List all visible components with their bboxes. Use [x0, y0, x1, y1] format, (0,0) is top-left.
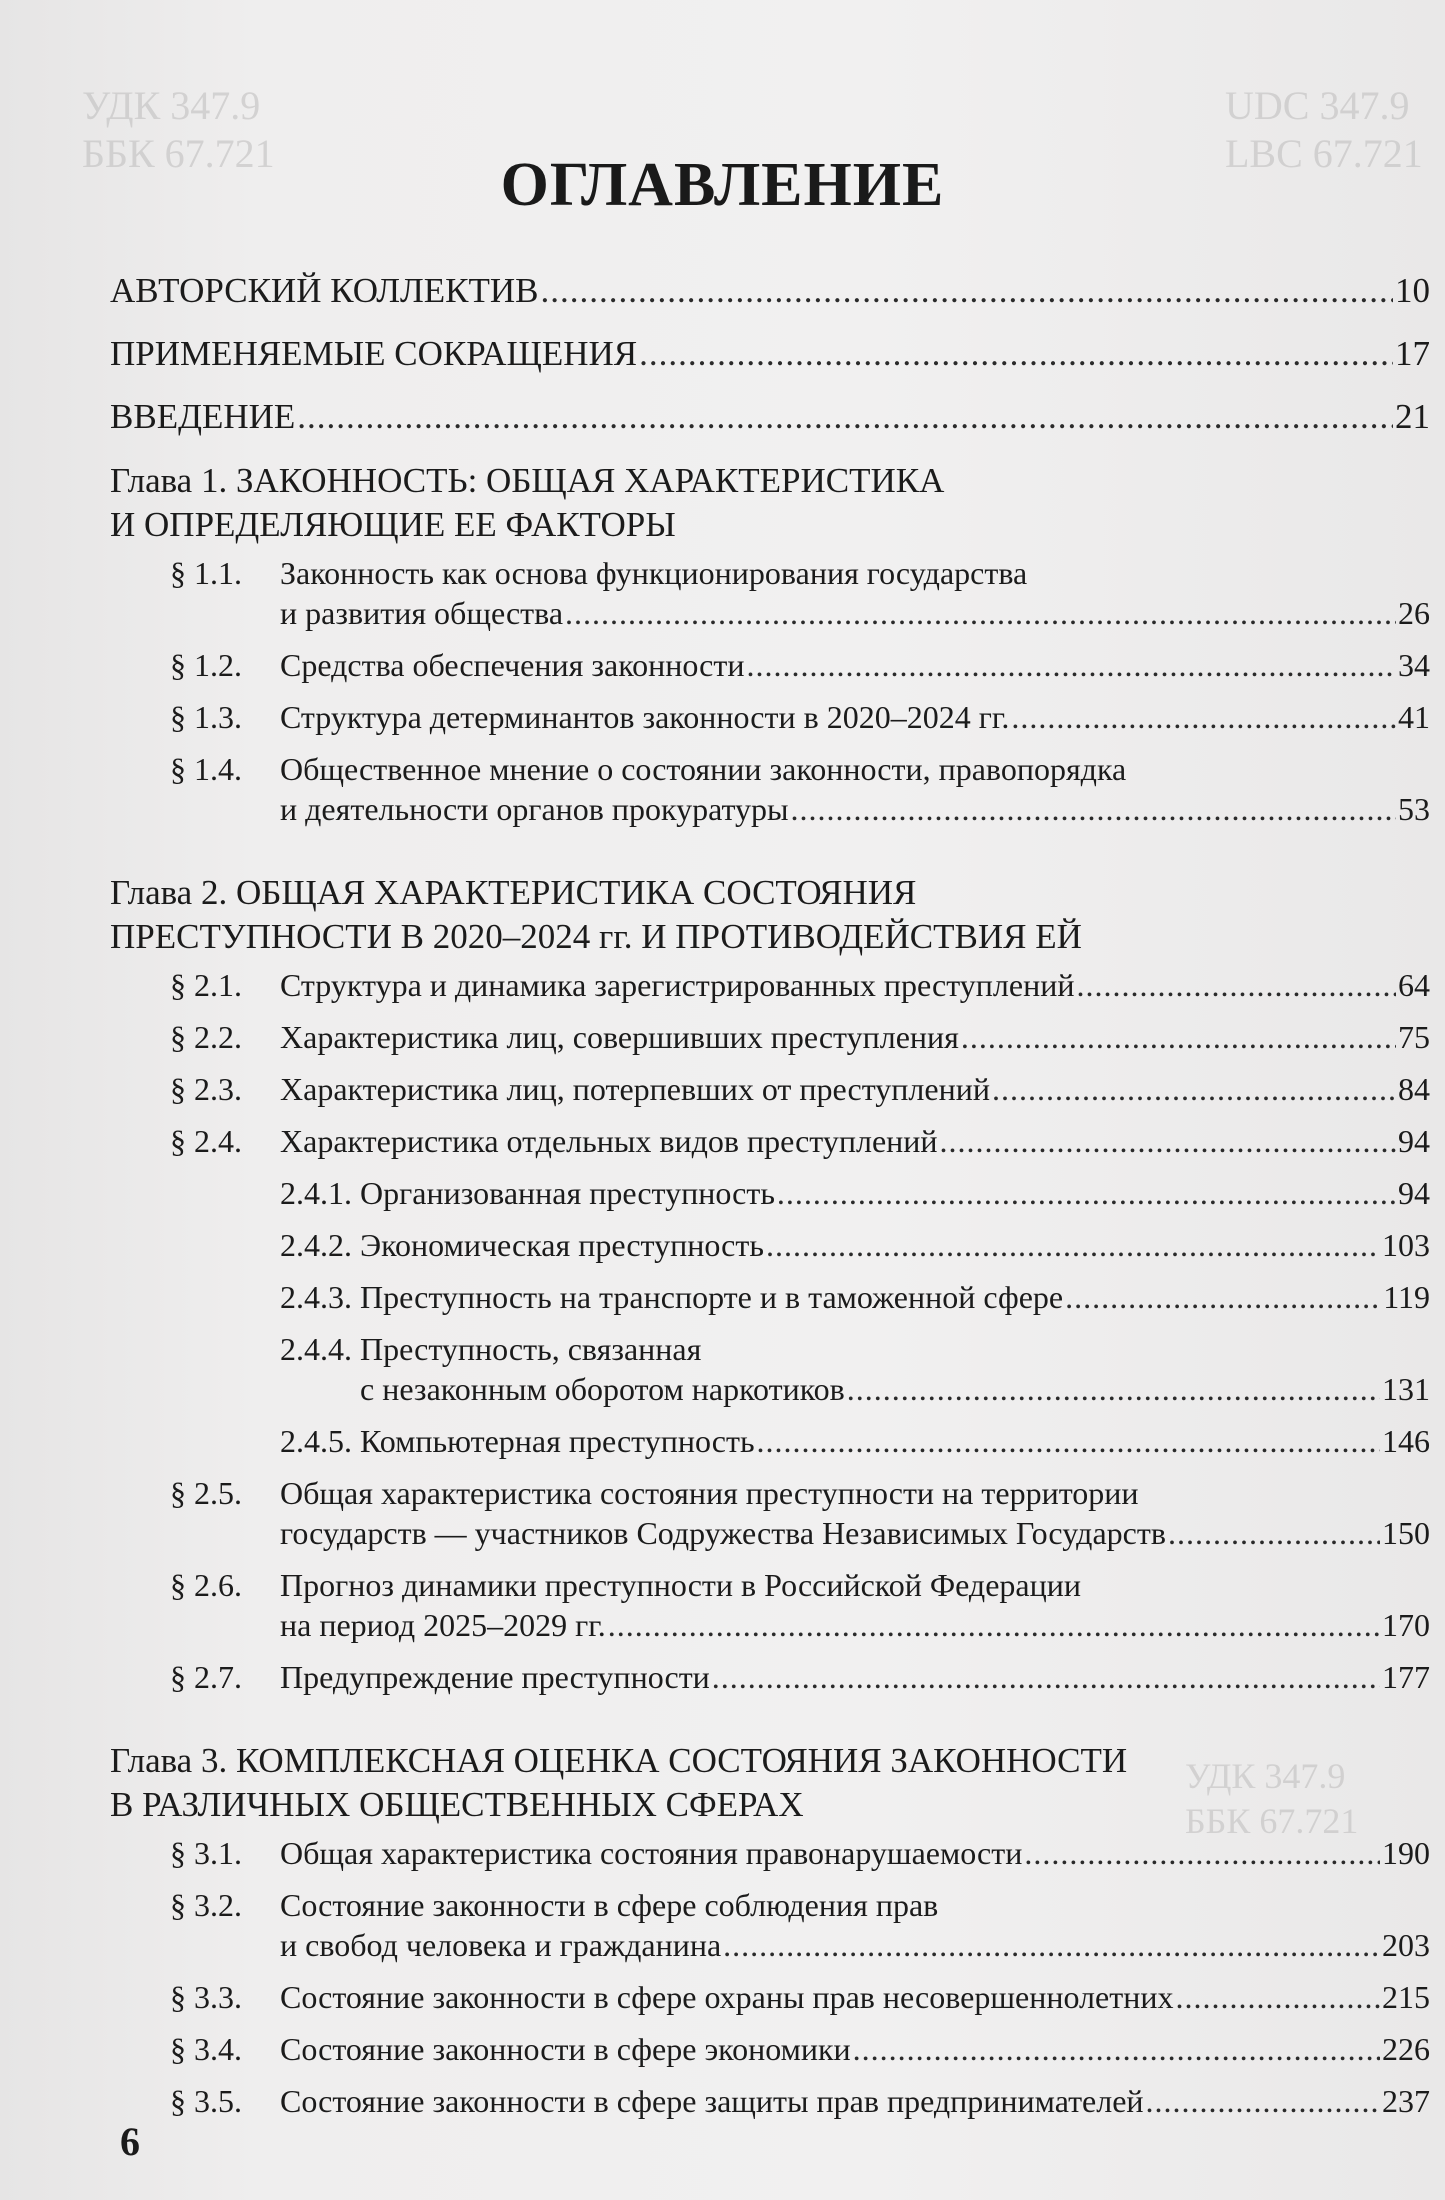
bleed-through-text: UDC 347.9 [1225, 83, 1410, 128]
section-number: § 2.6. [170, 1567, 242, 1603]
section-title-line: и свобод человека и гражданина [280, 1927, 722, 1963]
section-number: § 1.3. [170, 699, 242, 735]
subsection-title-line: 2.4.5. Компьютерная преступность [280, 1423, 755, 1459]
section-title-line: Характеристика отдельных видов преступлений [280, 1123, 938, 1159]
dot-leader [1024, 1833, 1380, 1873]
toc-page-number: 170 [1382, 1607, 1430, 1643]
toc-section[interactable] [110, 1885, 1430, 1965]
chapter-title-line: ПРЕСТУПНОСТИ В 2020–2024 гг. И ПРОТИВОДЕЙСТВИЯ ЕЙ [110, 917, 1082, 956]
dot-leader [639, 333, 1393, 375]
toc-page-number: 190 [1382, 1835, 1430, 1871]
bleed-through-text: ББК 67.721 [1185, 1801, 1359, 1841]
toc-section[interactable] [110, 1657, 1430, 1697]
section-title-line: и развития общества [280, 595, 564, 631]
toc-section[interactable] [110, 553, 1430, 633]
section-title-line: Характеристика лиц, потерпевших от преступлений [280, 1071, 990, 1107]
toc-entry-title: ВВЕДЕНИЕ [110, 397, 296, 436]
toc-section[interactable] [110, 1069, 1430, 1109]
dot-leader [961, 1017, 1396, 1057]
subsection-title-line: 2.4.4. Преступность, связанная [280, 1331, 702, 1367]
chapter-title-line: И ОПРЕДЕЛЯЮЩИЕ ЕЕ ФАКТОРЫ [110, 505, 676, 544]
toc-section[interactable] [110, 749, 1430, 829]
toc-page-number: 226 [1382, 2031, 1430, 2067]
dot-leader [1146, 2081, 1380, 2121]
dot-leader [766, 1225, 1380, 1265]
toc-section[interactable] [110, 2081, 1430, 2121]
toc-page-number: 94 [1398, 1175, 1430, 1211]
toc-section[interactable] [110, 1833, 1430, 1873]
chapter-title-line: Глава 2. ОБЩАЯ ХАРАКТЕРИСТИКА СОСТОЯНИЯ [110, 873, 917, 912]
section-title-line: Состояние законности в сфере охраны прав несовершеннолетних [280, 1979, 1174, 2015]
toc-page-number: 150 [1382, 1515, 1430, 1551]
toc-page-number: 26 [1398, 595, 1430, 631]
section-number: § 3.1. [170, 1835, 242, 1871]
bleed-through-text: УДК 347.9 [1185, 1756, 1346, 1796]
dot-leader [791, 789, 1396, 829]
chapter-heading[interactable] [110, 1739, 1430, 1827]
chapter-heading[interactable] [110, 871, 1430, 959]
toc-section[interactable] [110, 1017, 1430, 1057]
dot-leader [565, 593, 1396, 633]
toc-page-number: 131 [1382, 1371, 1430, 1407]
subsection-title-line: 2.4.2. Экономическая преступность [280, 1227, 764, 1263]
section-title-line: Структура детерминантов законности в 2020–2024 гг. [280, 699, 1010, 735]
toc-page-number: 203 [1382, 1927, 1430, 1963]
chapter-heading[interactable] [110, 459, 1430, 547]
section-number: § 2.4. [170, 1123, 242, 1159]
dot-leader [1065, 1277, 1381, 1317]
section-number: § 3.3. [170, 1979, 242, 2015]
section-number: § 3.4. [170, 2031, 242, 2067]
toc-section[interactable] [110, 965, 1430, 1005]
dot-leader [1011, 697, 1396, 737]
toc-page-number: 21 [1395, 397, 1430, 436]
dot-leader [847, 1369, 1380, 1409]
dot-leader [712, 1657, 1380, 1697]
toc-subsection[interactable] [280, 1173, 1430, 1213]
dot-leader [723, 1925, 1380, 1965]
dot-leader [297, 396, 1393, 438]
section-title-line: Общая характеристика состояния правонарушаемости [280, 1835, 1023, 1871]
toc-page-number: 146 [1382, 1423, 1430, 1459]
toc-page-number: 41 [1398, 699, 1430, 735]
section-number: § 2.3. [170, 1071, 242, 1107]
chapter-title-line: Глава 1. ЗАКОННОСТЬ: ОБЩАЯ ХАРАКТЕРИСТИКА [110, 461, 945, 500]
toc-page-number: 75 [1398, 1019, 1430, 1055]
toc-page-number: 119 [1383, 1279, 1430, 1315]
dot-leader [757, 1421, 1380, 1461]
toc-section[interactable] [110, 1473, 1430, 1553]
section-number: § 1.1. [170, 555, 242, 591]
dot-leader [853, 2029, 1380, 2069]
dot-leader [746, 645, 1396, 685]
toc-page-number: 215 [1382, 1979, 1430, 2015]
section-title-line: Состояние законности в сфере соблюдения прав [280, 1887, 939, 1923]
section-number: § 2.1. [170, 967, 242, 1003]
toc-page-number: 103 [1382, 1227, 1430, 1263]
dot-leader [540, 270, 1393, 312]
toc-subsection[interactable] [280, 1421, 1430, 1461]
toc-entry[interactable] [110, 333, 1430, 375]
toc-entry[interactable] [110, 396, 1430, 438]
dot-leader [1168, 1513, 1380, 1553]
toc-page-number: 64 [1398, 967, 1430, 1003]
toc-subsection[interactable] [280, 1277, 1430, 1317]
toc-section[interactable] [110, 1977, 1430, 2017]
section-title-line: Предупреждение преступности [280, 1659, 710, 1695]
toc-page-number: 94 [1398, 1123, 1430, 1159]
toc-page-number: 237 [1382, 2083, 1430, 2119]
subsection-title-line: 2.4.1. Организованная преступность [280, 1175, 775, 1211]
toc-section[interactable] [110, 2029, 1430, 2069]
toc-section[interactable] [110, 697, 1430, 737]
toc-page-number: 53 [1398, 791, 1430, 827]
section-title-line: государств — участников Содружества Независимых Государств [280, 1515, 1166, 1551]
table-of-contents [110, 270, 1430, 2133]
dot-leader [777, 1173, 1396, 1213]
section-title-line: Общественное мнение о состоянии законности, правопорядка [280, 751, 1127, 787]
section-number: § 3.5. [170, 2083, 242, 2119]
bleed-through-text: ББК 67.721 [82, 131, 275, 176]
dot-leader [992, 1069, 1396, 1109]
section-title-line: Характеристика лиц, совершивших преступления [280, 1019, 959, 1055]
dot-leader [1175, 1977, 1380, 2017]
dot-leader [1076, 965, 1396, 1005]
section-title-line: на период 2025–2029 гг. [280, 1607, 606, 1643]
section-title-line: и деятельности органов прокуратуры [280, 791, 789, 827]
toc-page-number: 34 [1398, 647, 1430, 683]
toc-section[interactable] [110, 1121, 1430, 1161]
section-number: § 3.2. [170, 1887, 242, 1923]
toc-page-number: 17 [1395, 334, 1430, 373]
bleed-through-text: LBC 67.721 [1225, 131, 1423, 176]
bleed-through-text: УДК 347.9 [82, 83, 261, 128]
toc-page-number: 10 [1395, 271, 1430, 310]
section-number: § 2.5. [170, 1475, 242, 1511]
toc-page-number: 177 [1382, 1659, 1430, 1695]
section-number: § 2.2. [170, 1019, 242, 1055]
page-number: 6 [120, 2119, 140, 2164]
subsection-title-line: с незаконным оборотом наркотиков [360, 1371, 845, 1407]
subsection-title-line: 2.4.3. Преступность на транспорте и в таможенной сфере [280, 1279, 1064, 1315]
chapter-title-line: Глава 3. КОМПЛЕКСНАЯ ОЦЕНКА СОСТОЯНИЯ ЗАКОННОСТИ [110, 1741, 1128, 1780]
section-number: § 1.2. [170, 647, 242, 683]
section-title-line: Прогноз динамики преступности в Российской Федерации [280, 1567, 1081, 1603]
section-title-line: Средства обеспечения законности [280, 647, 745, 683]
section-title-line: Структура и динамика зарегистрированных преступлений [280, 967, 1075, 1003]
dot-leader [608, 1605, 1380, 1645]
section-title-line: Состояние законности в сфере защиты прав предпринимателей [280, 2083, 1144, 2119]
dot-leader [940, 1121, 1396, 1161]
toc-subsection[interactable] [280, 1225, 1430, 1265]
section-number: § 1.4. [170, 751, 242, 787]
toc-entry[interactable] [110, 270, 1430, 312]
section-title-line: Общая характеристика состояния преступности на территории [280, 1475, 1139, 1511]
chapter-title-line: В РАЗЛИЧНЫХ ОБЩЕСТВЕННЫХ СФЕРАХ [110, 1785, 804, 1824]
page-title: ОГЛАВЛЕНИЕ [500, 151, 945, 219]
toc-subsection[interactable] [280, 1329, 1430, 1409]
toc-entry-title: АВТОРСКИЙ КОЛЛЕКТИВ [110, 271, 539, 310]
toc-entry-title: ПРИМЕНЯЕМЫЕ СОКРАЩЕНИЯ [110, 334, 638, 373]
toc-section[interactable] [110, 645, 1430, 685]
section-title-line: Состояние законности в сфере экономики [280, 2031, 851, 2067]
section-title-line: Законность как основа функционирования государства [280, 555, 1028, 591]
section-number: § 2.7. [170, 1659, 242, 1695]
toc-section[interactable] [110, 1565, 1430, 1645]
toc-page-number: 84 [1398, 1071, 1430, 1107]
